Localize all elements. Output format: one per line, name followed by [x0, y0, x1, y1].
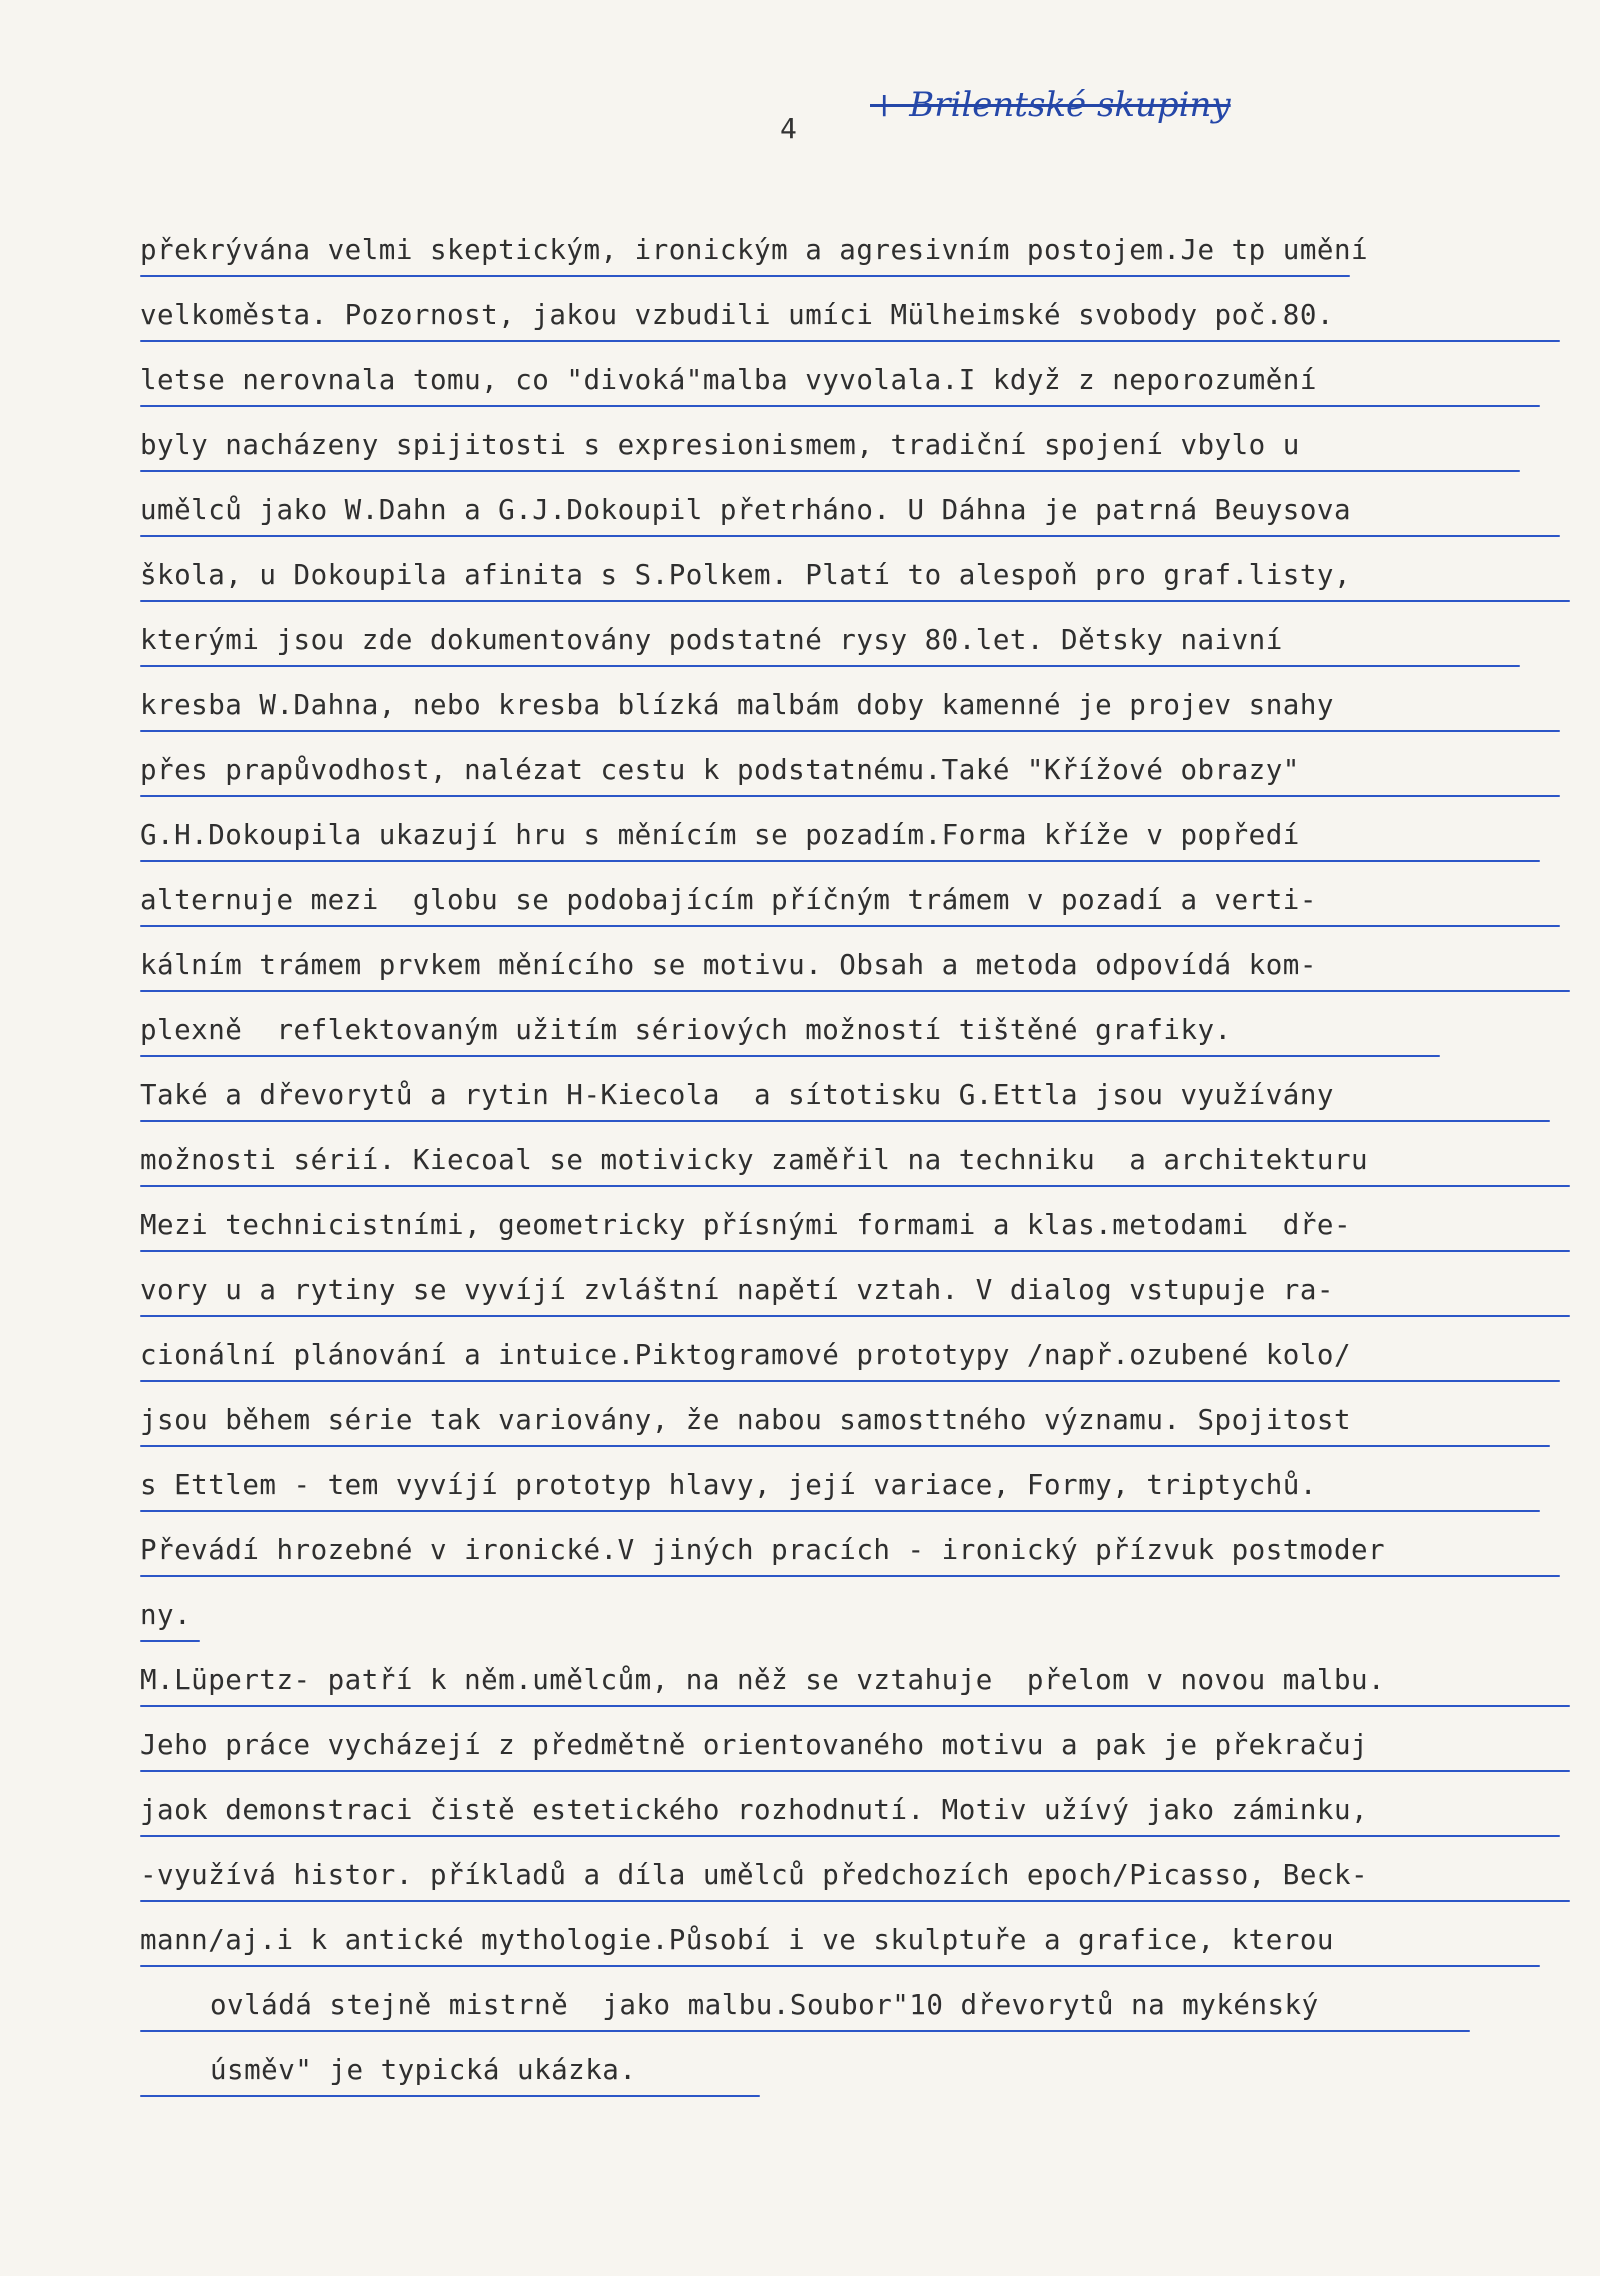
text-line: překrývána velmi skeptickým, ironickým a agresivním postojem.Je tp umění: [140, 218, 1580, 283]
text-line: možnosti sérií. Kiecoal se motivicky zaměřil na techniku a architekturu: [140, 1128, 1580, 1193]
text-line: ny.: [140, 1583, 1580, 1648]
text-line: Jeho práce vycházejí z předmětně orientovaného motivu a pak je překračuj: [140, 1713, 1580, 1778]
text-line: přes prapůvodhost, nalézat cestu k podstatnému.Také "Křížové obrazy": [140, 738, 1580, 803]
text-line: kálním trámem prvkem měnícího se motivu. Obsah a metoda odpovídá kom-: [140, 933, 1580, 998]
text-line: byly nacházeny spijitosti s expresionismem, tradiční spojení vbylo u: [140, 413, 1580, 478]
text-line: ovládá stejně mistrně jako malbu.Soubor"10 dřevorytů na mykénský: [140, 1973, 1580, 2038]
text-line: úsměv" je typická ukázka.: [140, 2038, 1580, 2103]
text-line: škola, u Dokoupila afinita s S.Polkem. Platí to alespoň pro graf.listy,: [140, 543, 1580, 608]
text-line: Převádí hrozebné v ironické.V jiných pracích - ironický přízvuk postmoder: [140, 1518, 1580, 1583]
text-line: vory u a rytiny se vyvíjí zvláštní napětí vztah. V dialog vstupuje ra-: [140, 1258, 1580, 1323]
text-line: s Ettlem - tem vyvíjí prototyp hlavy, její variace, Formy, triptychů.: [140, 1453, 1580, 1518]
page-number: 4: [780, 112, 797, 145]
text-line: velkoměsta. Pozornost, jakou vzbudili umíci Mülheimské svobody poč.80.: [140, 283, 1580, 348]
text-line: jsou během série tak variovány, že nabou samosttného významu. Spojitost: [140, 1388, 1580, 1453]
text-line: M.Lüpertz- patří k něm.umělcům, na něž se vztahuje přelom v novou malbu.: [140, 1648, 1580, 1713]
text-line: Mezi technicistními, geometricky přísnými formami a klas.metodami dře-: [140, 1193, 1580, 1258]
text-line: cionální plánování a intuice.Piktogramové prototypy /např.ozubené kolo/: [140, 1323, 1580, 1388]
text-line: kresba W.Dahna, nebo kresba blízká malbám doby kamenné je projev snahy: [140, 673, 1580, 738]
handwritten-header-note: + Brilentské skupiny: [870, 85, 1231, 125]
text-line: G.H.Dokoupila ukazují hru s měnícím se pozadím.Forma kříže v popředí: [140, 803, 1580, 868]
typed-body: [140, 218, 1580, 2103]
text-line: -využívá histor. příkladů a díla umělců předchozích epoch/Picasso, Beck-: [140, 1843, 1580, 1908]
text-line: umělců jako W.Dahn a G.J.Dokoupil přetrháno. U Dáhna je patrná Beuysova: [140, 478, 1580, 543]
text-line: alternuje mezi globu se podobajícím příčným trámem v pozadí a verti-: [140, 868, 1580, 933]
text-line: mann/aj.i k antické mythologie.Působí i ve skulptuře a grafice, kterou: [140, 1908, 1580, 1973]
text-line: letse nerovnala tomu, co "divoká"malba vyvolala.I když z neporozumění: [140, 348, 1580, 413]
text-line: jaok demonstraci čistě estetického rozhodnutí. Motiv užívý jako záminku,: [140, 1778, 1580, 1843]
text-line: Také a dřevorytů a rytin H-Kiecola a sítotisku G.Ettla jsou využívány: [140, 1063, 1580, 1128]
text-line: plexně reflektovaným užitím sériových možností tištěné grafiky.: [140, 998, 1580, 1063]
text-line: kterými jsou zde dokumentovány podstatné rysy 80.let. Dětsky naivní: [140, 608, 1580, 673]
